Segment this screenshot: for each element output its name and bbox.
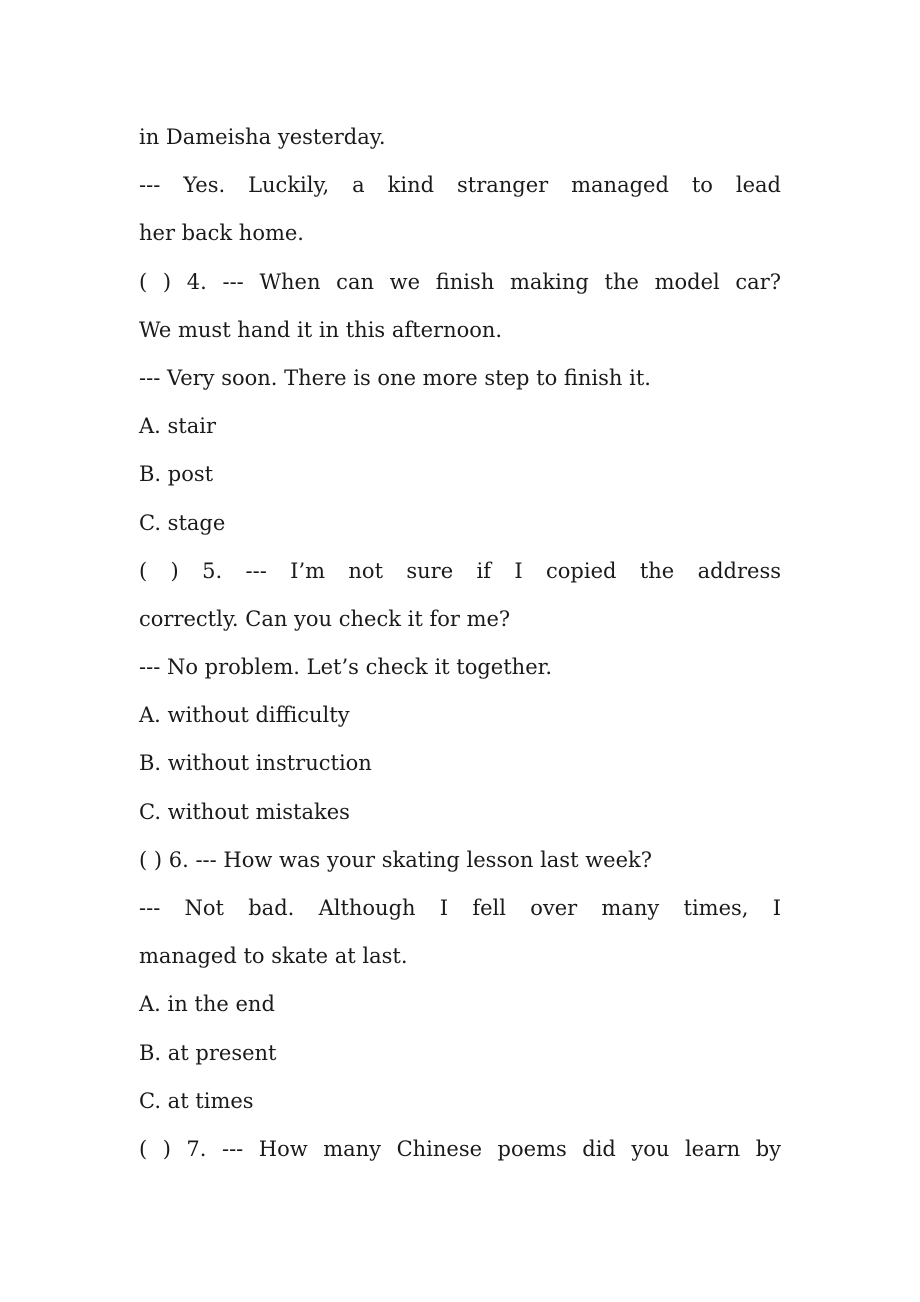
text-line: --- No problem. Let’s check it together. (139, 655, 553, 680)
text-line: C. at times (139, 1088, 254, 1113)
text-line: her back home. (139, 221, 304, 246)
text-line: ( ) 6. --- How was your skating lesson last week? (139, 847, 653, 872)
text-line: in Dameisha yesterday. (139, 125, 386, 149)
text-line: B. post (139, 462, 214, 487)
text-line: A. without difficulty (139, 703, 350, 728)
text-line: A. stair (139, 414, 217, 439)
text-line: A. in the end (139, 992, 275, 1017)
text-line: C. without mistakes (139, 799, 350, 824)
text-line: --- Not bad. Although I fell over many times, I (139, 896, 781, 920)
document-text (139, 115, 781, 1175)
text-line: --- Yes. Luckily, a kind stranger managed to lead (139, 173, 781, 198)
text-line: C. stage (139, 510, 226, 535)
text-line: correctly. Can you check it for me? (139, 606, 511, 631)
text-line: ( ) 7. --- How many Chinese poems did you learn by (139, 1136, 781, 1161)
text-line: B. at present (139, 1040, 277, 1065)
text-line: --- Very soon. There is one more step to finish it. (139, 365, 651, 390)
text-line: ( ) 4. --- When can we finish making the model car? (139, 269, 781, 294)
text-line: managed to skate at last. (139, 944, 408, 969)
text-line: We must hand it in this afternoon. (139, 317, 503, 342)
text-line: ( ) 5. --- I’m not sure if I copied the address (139, 558, 781, 583)
text-line: B. without instruction (139, 751, 372, 776)
